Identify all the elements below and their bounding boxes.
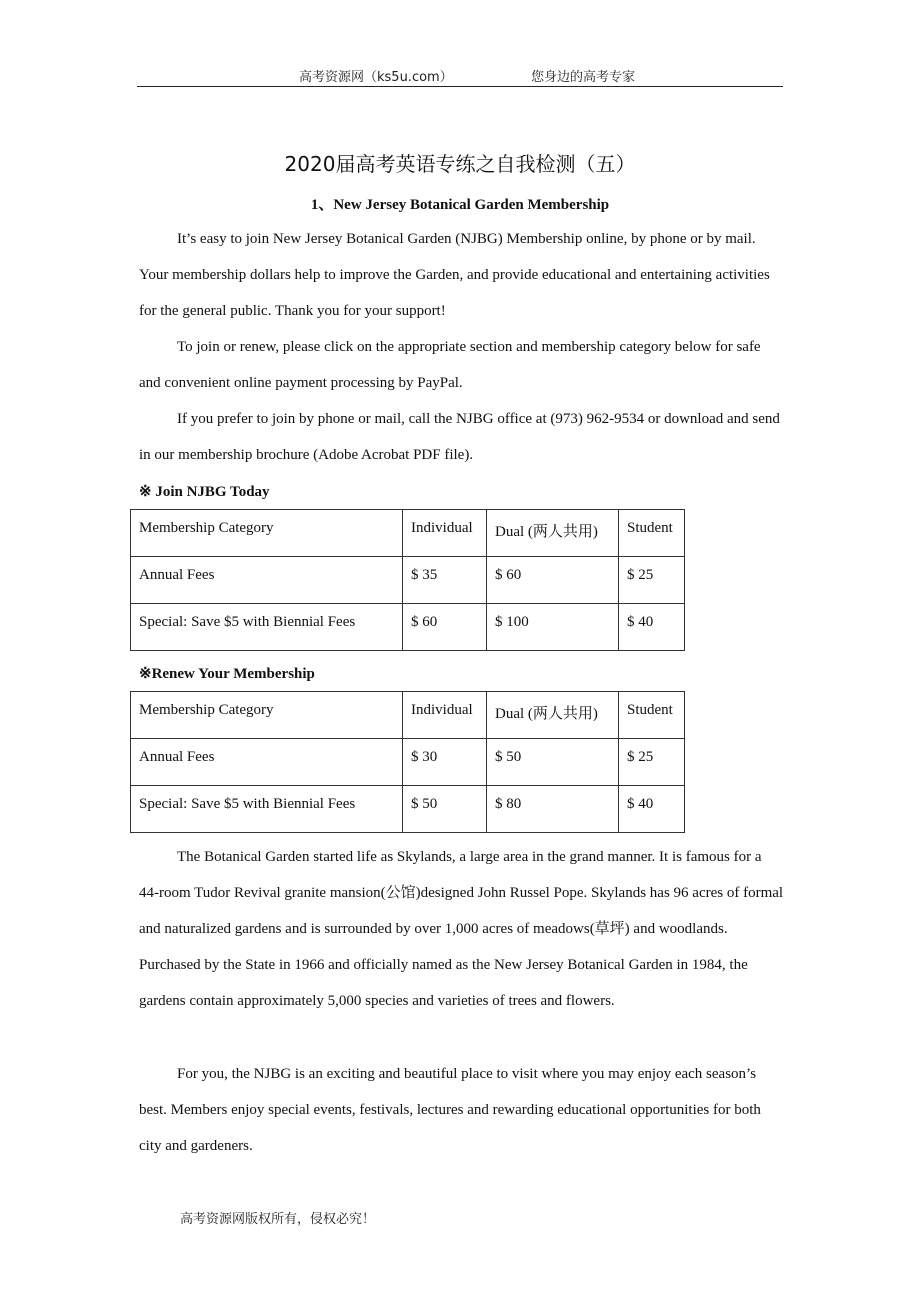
page-header <box>137 64 783 87</box>
table-cell: $ 60 <box>487 557 619 604</box>
body-paragraph-2 <box>139 1056 784 1164</box>
table-cell: $ 25 <box>619 557 685 604</box>
table-header-cell: Dual (两人共用) <box>487 692 619 739</box>
passage-title: 1、New Jersey Botanical Garden Membership <box>310 197 610 213</box>
intro-paragraph-1 <box>139 221 784 329</box>
table-header-cell: Student <box>619 510 685 557</box>
table-cell: $ 40 <box>619 786 685 833</box>
table-cell: $ 80 <box>487 786 619 833</box>
table-row <box>131 786 685 833</box>
table-cell: $ 50 <box>487 739 619 786</box>
table-header-cell: Dual (两人共用) <box>487 510 619 557</box>
table-row <box>131 557 685 604</box>
body-paragraph-1-text: The Botanical Garden started life as Skylands, a large area in the grand manner. It is famous for a 44-room Tudor Revival granite mansion(公馆)designed John Russel Pope. Skylands has 96 acres of formal and naturalized gardens and is surrounded by over 1,000 acres of meadows(草坪) and woodlands. Purchased by the State in 1966 and officially named as the New Jersey Botanical Garden in 1984, the gardens contain approximately 5,000 species and varieties of trees and flowers. <box>139 849 784 1009</box>
join-heading: ※ Join NJBG Today <box>139 484 270 500</box>
table-cell: $ 30 <box>403 739 487 786</box>
table-header-row <box>131 692 685 739</box>
table-cell: Annual Fees <box>131 557 403 604</box>
table-cell: Special: Save $5 with Biennial Fees <box>131 786 403 833</box>
document-title: 2020届高考英语专练之自我检测（五） <box>284 152 636 176</box>
join-fees-table <box>130 509 685 651</box>
body-paragraph-2-text: For you, the NJBG is an exciting and beautiful place to visit where you may enjoy each season’s best. Members enjoy special events, festivals, lectures and rewarding educational opportunities for both city and gardeners. <box>139 1066 761 1154</box>
table-header-cell: Individual <box>403 510 487 557</box>
intro-paragraph-2-text: To join or renew, please click on the appropriate section and membership category below for safe and convenient online payment processing by PayPal. <box>139 339 761 391</box>
body-paragraph-1 <box>139 839 784 1019</box>
intro-paragraph-3 <box>139 401 784 473</box>
table-header-cell: Individual <box>403 692 487 739</box>
table-header-row <box>131 510 685 557</box>
table-header-cell: Membership Category <box>131 692 403 739</box>
renew-fees-table <box>130 691 685 833</box>
header-slogan: 您身边的高考专家 <box>531 70 636 85</box>
table-cell: $ 50 <box>403 786 487 833</box>
table-header-cell: Student <box>619 692 685 739</box>
table-cell: Special: Save $5 with Biennial Fees <box>131 604 403 651</box>
intro-paragraph-2 <box>139 329 784 401</box>
table-cell: $ 100 <box>487 604 619 651</box>
table-cell: $ 35 <box>403 557 487 604</box>
table-cell: $ 40 <box>619 604 685 651</box>
table-header-cell: Membership Category <box>131 510 403 557</box>
table-row <box>131 739 685 786</box>
table-cell: $ 60 <box>403 604 487 651</box>
table-row <box>131 604 685 651</box>
renew-heading: ※Renew Your Membership <box>139 666 315 682</box>
page-footer: 高考资源网版权所有，侵权必究！ <box>180 1212 376 1227</box>
intro-paragraph-3-text: If you prefer to join by phone or mail, call the NJBG office at (973) 962-9534 or download and send in our membership brochure (Adobe Acrobat PDF file). <box>139 411 780 463</box>
header-site-name: 高考资源网（ks5u.com） <box>299 70 453 85</box>
intro-paragraph-1-text: It’s easy to join New Jersey Botanical Garden (NJBG) Membership online, by phone or by mail. Your membership dollars help to improve the Garden, and provide educational and entertaining activities for the general public. Thank you for your support! <box>139 231 770 319</box>
table-cell: $ 25 <box>619 739 685 786</box>
table-cell: Annual Fees <box>131 739 403 786</box>
